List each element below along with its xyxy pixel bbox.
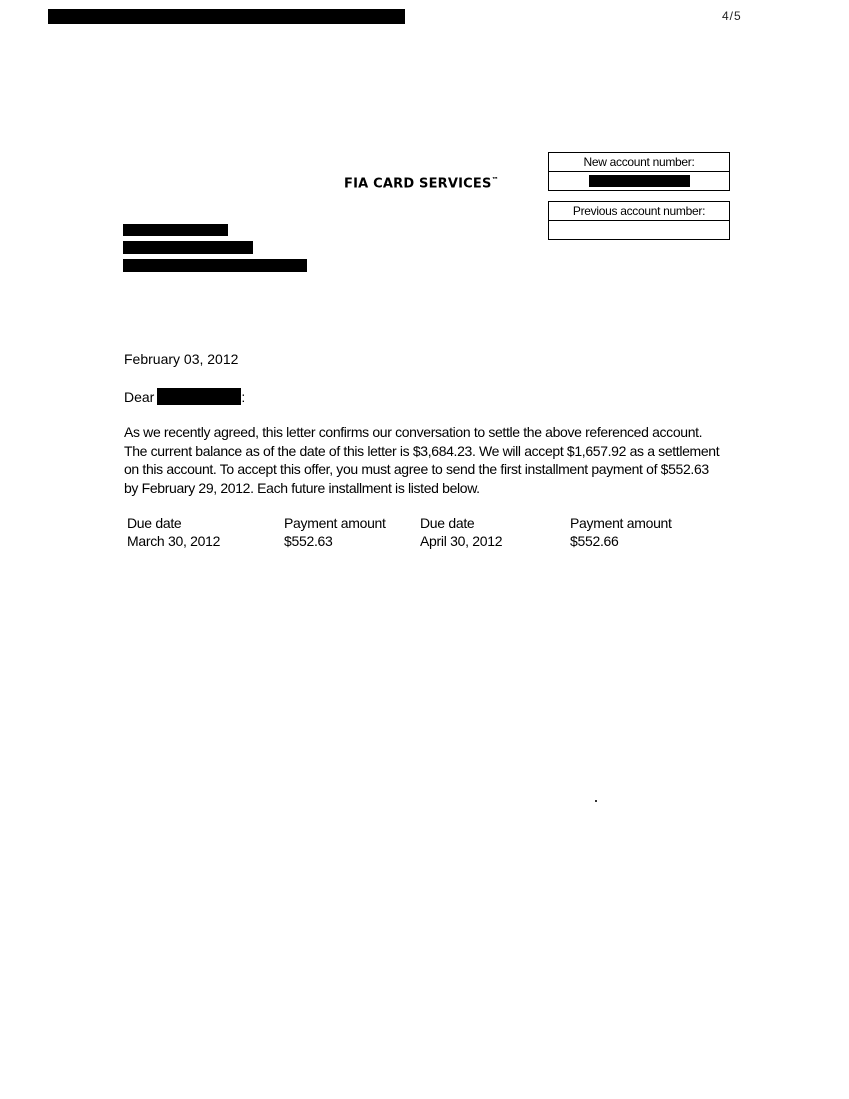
letter-date: February 03, 2012 [124, 351, 239, 367]
previous-account-label: Previous account number: [549, 202, 729, 221]
schedule-header-due-date-1: Due date [127, 515, 182, 531]
new-account-value [549, 172, 729, 190]
salutation-colon: : [241, 389, 246, 405]
page-number: 4/5 [722, 9, 742, 23]
company-logo [344, 176, 499, 191]
schedule-amount-1: $552.63 [284, 533, 333, 549]
new-account-label: New account number: [549, 153, 729, 172]
previous-account-value [549, 221, 729, 239]
schedule-due-date-1: March 30, 2012 [127, 533, 221, 549]
redacted-address-line-1 [123, 241, 253, 254]
redacted-address-line-2 [123, 259, 307, 272]
salutation [124, 388, 245, 405]
new-account-box [548, 152, 730, 191]
schedule-header-amount-2: Payment amount [570, 515, 672, 531]
schedule-amount-2: $552.66 [570, 533, 619, 549]
redacted-fax-header [48, 9, 405, 24]
trademark-symbol: ™ [491, 176, 499, 184]
letter-body: As we recently agreed, this letter confirms our conversation to settle the above referenced account. The current balance as of the date of this letter is $3,684.23. We will accept $1,657.92 as a settlement on this account. To accept this offer, you must agree to send the first installment payment of $552.63 by February 29, 2012. Each future installment is listed below. [124, 424, 720, 496]
redacted-recipient-name [123, 224, 228, 236]
scan-speck [595, 800, 597, 802]
previous-account-box [548, 201, 730, 240]
salutation-prefix: Dear [124, 389, 155, 405]
schedule-header-due-date-2: Due date [420, 515, 475, 531]
redacted-recipient-first-name [157, 388, 241, 405]
schedule-due-date-2: April 30, 2012 [420, 533, 503, 549]
company-name: FIA CARD SERVICES [344, 176, 492, 192]
redacted-new-account-number [589, 175, 690, 187]
schedule-header-amount-1: Payment amount [284, 515, 386, 531]
